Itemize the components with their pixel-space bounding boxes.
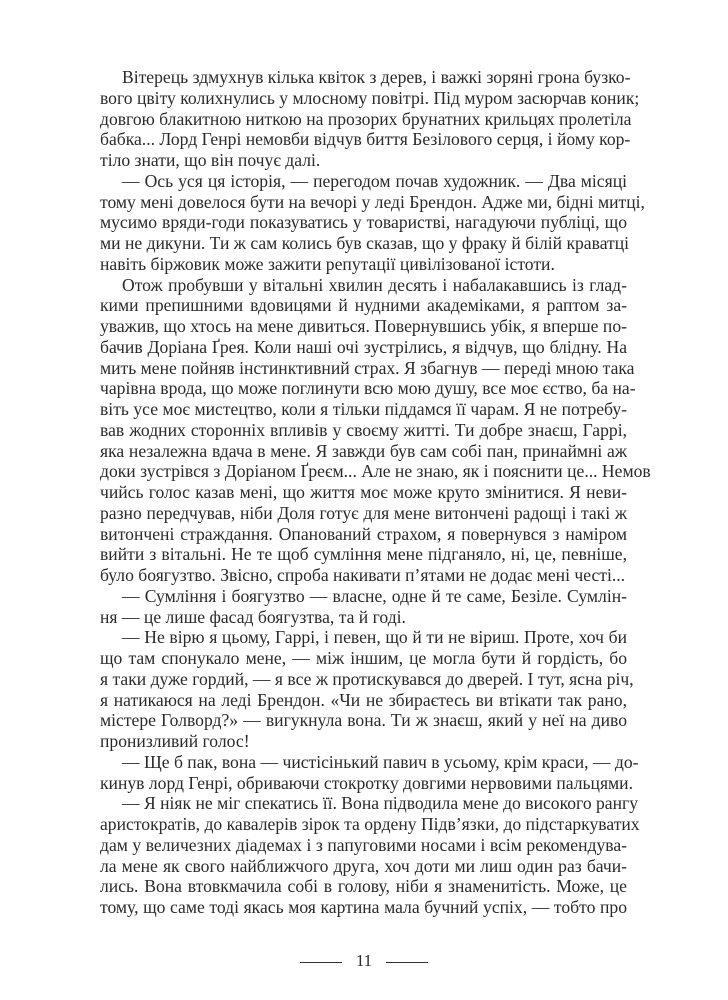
paragraph	[100, 586, 627, 628]
paragraph	[100, 627, 634, 752]
book-page-text	[100, 67, 651, 918]
text-line: мусимо вряди-годи показуватись у товаристві, нагадуючи публіці, що	[100, 212, 627, 233]
text-line: тому мені довелося бути на вечорі у леді Брендон. Адже ми, бідні митці,	[100, 191, 645, 212]
text-line: ми не дикуни. Ти ж сам колись був сказав, що у фраку й білій краватці	[100, 233, 630, 253]
text-line: Отож пробувши у вітальні хвилин десять і набалакавшись із глад-	[122, 274, 627, 295]
paragraph	[100, 274, 651, 586]
text-line: кими препишними вдовицями й нудними академіками, я раптом за-	[100, 295, 627, 316]
text-line: разно передчував, ніби Доля готує для мене витончені радощі і такі ж	[100, 502, 627, 523]
text-line: кинув лорд Генрі, обриваючи стокротку довгими нервовими пальцями.	[100, 772, 633, 793]
text-line: — Сумління і боягузтво — власне, одне й те саме, Безіле. Сумлін-	[122, 585, 627, 606]
text-line: вого цвіту колихнулись у млосному повітрі. Під муром засюрчав коник;	[100, 87, 640, 108]
text-line: уважив, що хтось на мене дивиться. Повернувшись убік, я вперше по-	[100, 316, 627, 336]
paragraph	[100, 793, 640, 918]
text-line: довгою блакитною ниткою на прозорих брунатних крильцях пролетіла	[100, 108, 632, 129]
text-line: я натикаюся на леді Брендон. «Чи не збираєтесь ви втікати так рано,	[100, 689, 627, 710]
text-line: лись. Вона втовкмачила собі в голову, ніби я знаменитість. Може, це	[100, 876, 627, 897]
text-line: бачив Доріана Ґрея. Коли наші очі зустрілись, я відчув, що блідну. На	[100, 336, 627, 357]
text-line: чарівна врода, що може поглинути всю мою душу, все моє єство, ба на-	[100, 378, 636, 399]
text-line: Вітерець здмухнув кілька квіток з дерев, і важкі зоряні грона бузко-	[122, 67, 631, 87]
text-line: навіть біржовик може зажити репутації цивілізованої істоти.	[100, 253, 555, 274]
text-line: — Ще б пак, вона — чистісінький павич в усьому, крім краси, — до-	[122, 751, 639, 772]
text-line: було боягузтво. Звісно, спроба накивати п’ятами не додає мені честі...	[100, 565, 626, 585]
text-line: тіло знати, що він почує далі.	[100, 150, 321, 170]
text-line: пронизливий голос!	[100, 731, 250, 751]
text-line: мить мене пойняв інстинктивний страх. Я збагнув — переді мною така	[100, 357, 635, 378]
text-line: вав жодних сторонніх впливів у своєму житті. Ти добре знаєш, Гаррі,	[100, 419, 627, 440]
text-line: бабка... Лорд Генрі немовби відчув биття Безілового серця, і йому кор-	[100, 129, 631, 150]
text-line: яка незалежна вдача в мене. Я завжди був сам собі пан, принаймні аж	[100, 440, 627, 461]
paragraph	[100, 751, 639, 794]
text-line: віть усе моє мистецтво, коли я тільки піддамся її чарам. Я не потребу-	[100, 399, 627, 419]
text-line: вийти з вітальні. Не те щоб сумління мене підганяло, ні, це, певніше,	[100, 544, 627, 565]
text-line: витончені страждання. Опанований страхом, я повернувся з наміром	[100, 523, 627, 544]
page-number: 11	[355, 951, 373, 970]
text-line: тому, що саме тоді якась моя картина мала бучний успіх, — тобто про	[100, 897, 627, 917]
paragraph	[100, 67, 640, 171]
paragraph	[100, 170, 645, 275]
text-line: я таки дуже гордий, — я все ж протискувався до дверей. І тут, ясна річ,	[100, 668, 634, 689]
text-line: — Я ніяк не міг спекатись її. Вона підводила мене до високого рангу	[122, 793, 639, 814]
footer-rule-left	[300, 962, 342, 963]
text-line: — Не вірю я цьому, Гаррі, і певен, що й ти не віриш. Проте, хоч би	[122, 627, 627, 648]
footer-rule-right	[386, 962, 428, 963]
text-line: дам у величезних діадемах і з папуговими носами і всім рекомендува-	[100, 834, 627, 855]
text-line: чийсь голос казав мені, що життя моє може круто змінитися. Я неви-	[100, 482, 627, 502]
text-line: доки зустрівся з Доріаном Ґреєм... Але не знаю, як і пояснити це... Немов	[100, 461, 651, 482]
page-footer	[0, 951, 728, 971]
text-line: містере Голворд?» — вигукнула вона. Ти ж знаєш, який у неї на диво	[100, 710, 627, 731]
text-line: що там спонукало мене, — між іншим, це могла бути й гордість, бо	[100, 648, 627, 668]
text-line: аристократів, до кавалерів зірок та ордену Підв’язки, до підстаркуватих	[100, 814, 640, 834]
text-line: — Ось уся ця історія, — перегодом почав художник. — Два місяці	[122, 170, 627, 191]
text-line: ня — це лише фасад боягузтва, та й годі.	[100, 606, 406, 627]
text-line: ла мене як свого найближчого друга, хоч доти ми лиш один раз бачи-	[100, 855, 627, 876]
